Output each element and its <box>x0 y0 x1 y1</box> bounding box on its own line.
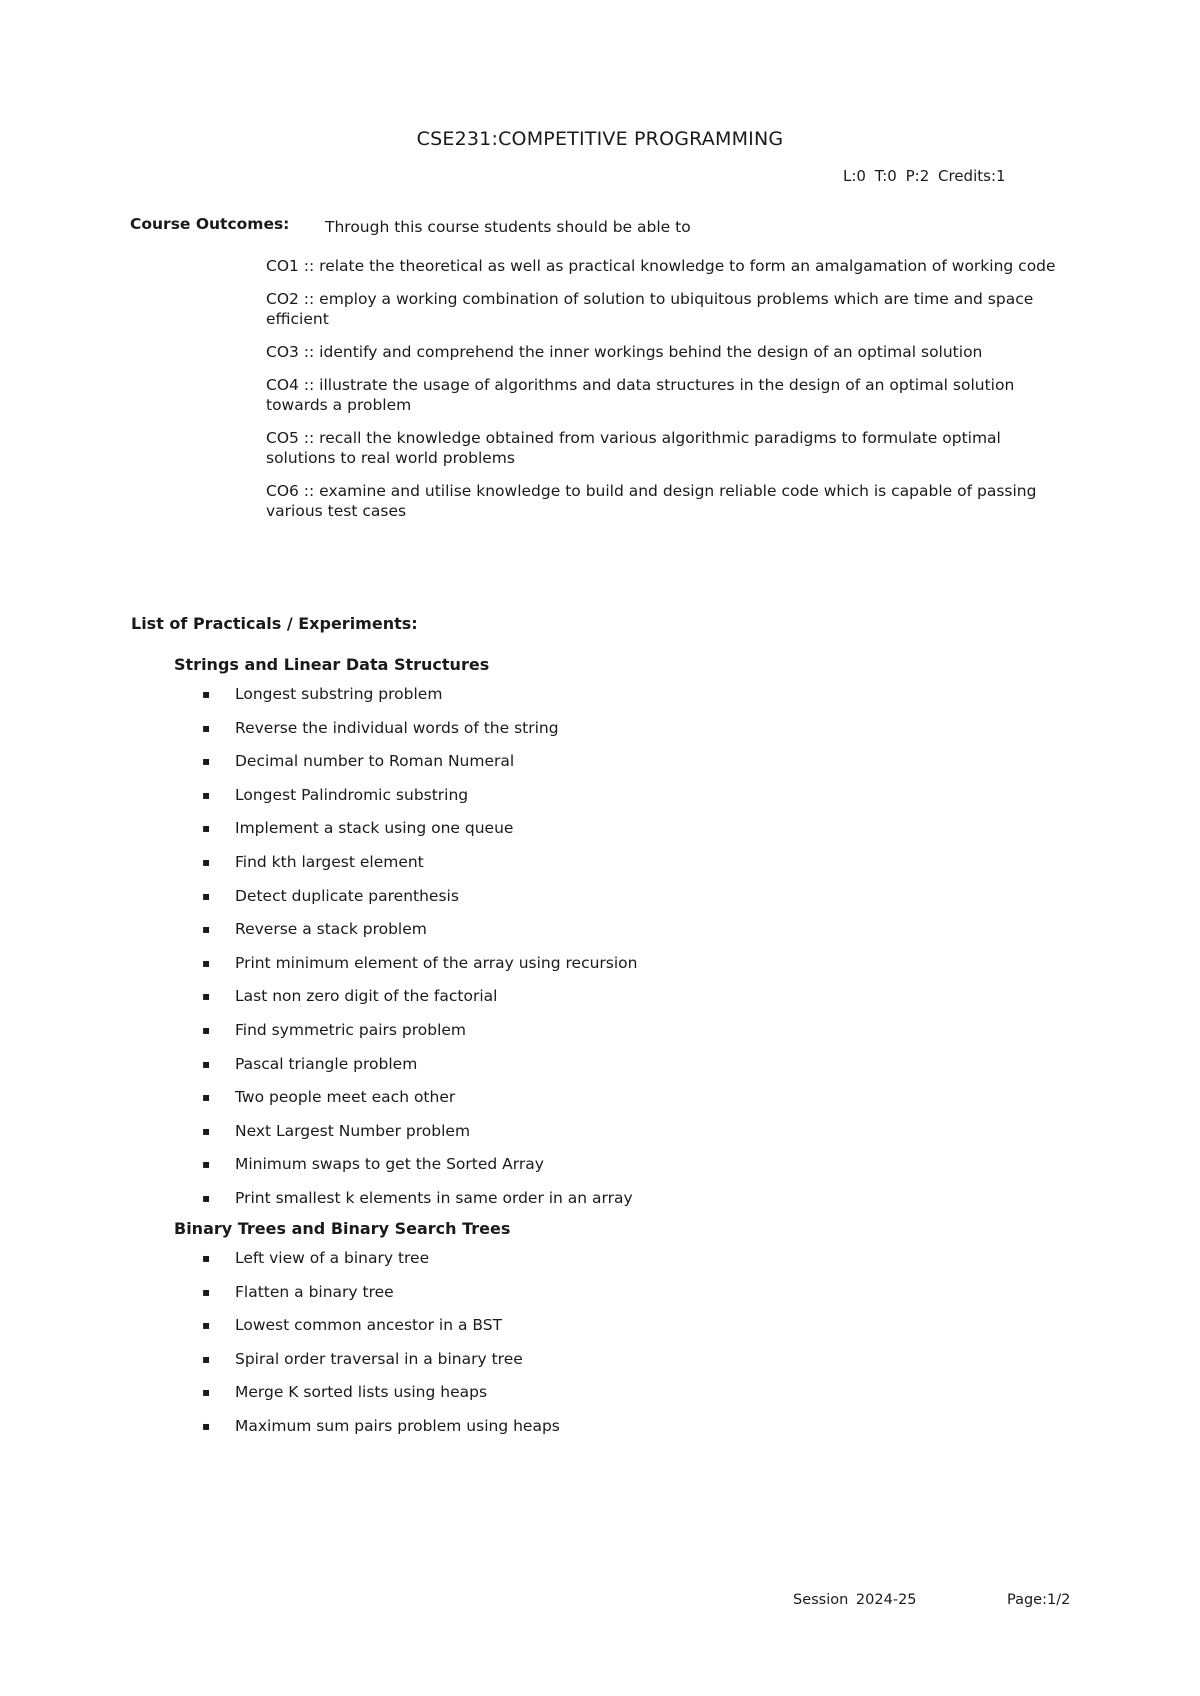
course-outcomes-list <box>266 256 1066 534</box>
list-item-label: Implement a stack using one queue <box>235 819 514 838</box>
credits-line: L:0 T:0 P:2 Credits:1 <box>843 167 1006 185</box>
list-item <box>200 1315 560 1349</box>
course-outcome-item: CO4 :: illustrate the usage of algorithms and data structures in the design of an optimal solution towards a problem <box>266 376 1015 414</box>
bullet-icon: ▪ <box>202 1190 211 1205</box>
bullet-icon: ▪ <box>202 1022 211 1037</box>
footer-page-number: Page:1/2 <box>1007 1592 1071 1608</box>
list-item <box>200 684 637 718</box>
section-heading-strings: Strings and Linear Data Structures <box>174 655 490 674</box>
course-title: CSE231:COMPETITIVE PROGRAMMING <box>416 128 784 150</box>
list-item-label: Left view of a binary tree <box>235 1249 430 1267</box>
bullet-icon: ▪ <box>202 1251 211 1265</box>
list-item-label: Print smallest k elements in same order in an array <box>235 1188 633 1207</box>
bullet-icon: ▪ <box>202 1351 211 1366</box>
practicals-list-trees <box>200 1248 560 1450</box>
list-item <box>200 986 637 1020</box>
list-item <box>200 1382 560 1416</box>
bullet-icon: ▪ <box>202 1385 211 1400</box>
course-outcomes-intro: Through this course students should be able to <box>325 218 691 236</box>
bullet-icon: ▪ <box>202 687 211 701</box>
list-item <box>200 1087 637 1121</box>
list-item-label: Minimum swaps to get the Sorted Array <box>235 1155 544 1174</box>
bullet-icon: ▪ <box>202 787 211 802</box>
bullet-icon: ▪ <box>202 989 211 1004</box>
practicals-list-strings <box>200 684 637 1222</box>
list-item <box>200 751 637 785</box>
bullet-icon: ▪ <box>202 1284 211 1299</box>
list-item-label: Find kth largest element <box>235 852 424 871</box>
list-item <box>200 886 637 920</box>
bullet-icon: ▪ <box>202 1090 211 1105</box>
list-item-label: Merge K sorted lists using heaps <box>235 1383 488 1402</box>
course-outcome-item: CO2 :: employ a working combination of solution to ubiquitous problems which are time and space efficient <box>266 290 1034 328</box>
practicals-heading: List of Practicals / Experiments: <box>131 614 418 633</box>
list-item <box>200 1054 637 1088</box>
list-item-label: Spiral order traversal in a binary tree <box>235 1349 523 1368</box>
bullet-icon: ▪ <box>202 720 211 735</box>
list-item-label: Reverse the individual words of the string <box>235 718 559 737</box>
course-outcomes-label: Course Outcomes: <box>130 215 290 233</box>
bullet-icon: ▪ <box>202 1318 211 1333</box>
list-item-label: Last non zero digit of the factorial <box>235 987 498 1006</box>
list-item-label: Print minimum element of the array using recursion <box>235 953 638 972</box>
course-outcome-item: CO6 :: examine and utilise knowledge to build and design reliable code which is capable of passing various test cases <box>266 482 1037 520</box>
bullet-icon: ▪ <box>202 922 211 937</box>
list-item <box>200 1248 560 1282</box>
section-heading-trees: Binary Trees and Binary Search Trees <box>174 1219 511 1238</box>
bullet-icon: ▪ <box>202 854 211 869</box>
bullet-icon: ▪ <box>202 1418 211 1433</box>
list-item <box>200 1282 560 1316</box>
list-item-label: Longest Palindromic substring <box>235 785 469 804</box>
list-item-label: Maximum sum pairs problem using heaps <box>235 1416 560 1435</box>
list-item <box>200 1349 560 1383</box>
list-item <box>200 852 637 886</box>
list-item <box>200 1121 637 1155</box>
list-item-label: Decimal number to Roman Numeral <box>235 752 515 771</box>
bullet-icon: ▪ <box>202 1157 211 1172</box>
list-item-label: Reverse a stack problem <box>235 920 427 939</box>
list-item-label: Flatten a binary tree <box>235 1282 394 1301</box>
bullet-icon: ▪ <box>202 955 211 970</box>
bullet-icon: ▪ <box>202 1056 211 1071</box>
list-item-label: Detect duplicate parenthesis <box>235 886 459 905</box>
list-item <box>200 785 637 819</box>
list-item-label: Two people meet each other <box>235 1088 456 1107</box>
list-item <box>200 919 637 953</box>
list-item <box>200 818 637 852</box>
list-item <box>200 1154 637 1188</box>
footer-session: Session 2024-25 <box>793 1592 917 1608</box>
list-item <box>200 1416 560 1450</box>
course-outcome-item: CO3 :: identify and comprehend the inner workings behind the design of an optimal solution <box>266 343 983 361</box>
list-item-label: Lowest common ancestor in a BST <box>235 1316 503 1335</box>
list-item-label: Next Largest Number problem <box>235 1121 471 1140</box>
list-item <box>200 718 637 752</box>
list-item <box>200 953 637 987</box>
course-outcome-item: CO5 :: recall the knowledge obtained from various algorithmic paradigms to formulate optimal solutions to real world problems <box>266 429 1001 467</box>
list-item <box>200 1188 637 1222</box>
bullet-icon: ▪ <box>202 754 211 769</box>
bullet-icon: ▪ <box>202 1123 211 1138</box>
list-item-label: Longest substring problem <box>235 685 443 703</box>
bullet-icon: ▪ <box>202 888 211 903</box>
list-item-label: Find symmetric pairs problem <box>235 1020 467 1039</box>
list-item-label: Pascal triangle problem <box>235 1054 418 1073</box>
course-outcome-item: CO1 :: relate the theoretical as well as practical knowledge to form an amalgamation of working code <box>266 257 1056 275</box>
bullet-icon: ▪ <box>202 821 211 836</box>
list-item <box>200 1020 637 1054</box>
